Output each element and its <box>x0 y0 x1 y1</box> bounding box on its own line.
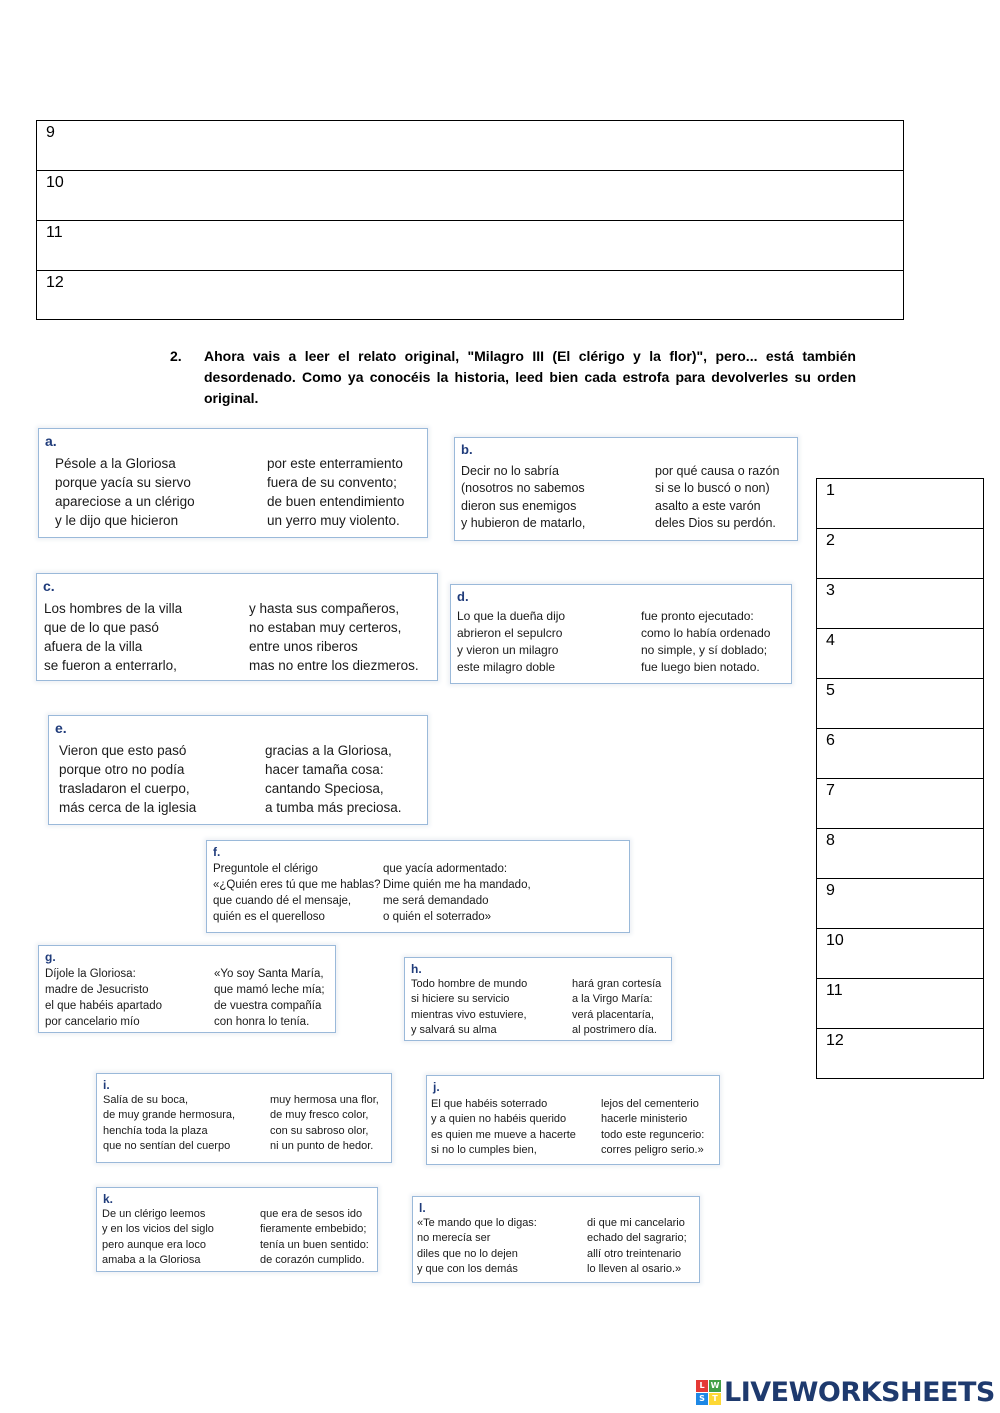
stanza-card[interactable] <box>36 573 438 681</box>
answer-row[interactable] <box>817 879 983 929</box>
answer-row[interactable] <box>817 779 983 829</box>
logo-square: W <box>710 1381 720 1390</box>
verse-first-half: El que habéis soterrado <box>431 1097 548 1110</box>
verse-first-half: «¿Quién eres tú que me hablas? <box>213 878 381 891</box>
verse-first-half: pero aunque era loco <box>102 1238 206 1251</box>
row-number: 4 <box>826 632 835 649</box>
stanza-card[interactable] <box>38 428 428 538</box>
order-answer-table <box>816 478 984 1079</box>
verse-second-half: me será demandado <box>383 894 489 907</box>
row-number: 9 <box>826 882 835 899</box>
verse-second-half: lo lleven al osario.» <box>587 1263 682 1276</box>
stanza-letter: e. <box>55 720 67 736</box>
verse-second-half: ni un punto de hedor. <box>270 1140 374 1153</box>
verse-first-half: que cuando dé el mensaje, <box>213 894 352 907</box>
verse-first-half: y le dijo que hicieron <box>55 513 179 529</box>
verse-second-half: si se lo buscó o non) <box>655 481 770 495</box>
verse-second-half: no estaban muy certeros, <box>249 620 402 636</box>
verse-second-half: y hasta sus compañeros, <box>249 601 400 617</box>
stanza-card[interactable] <box>96 1073 392 1163</box>
verse-first-half: Vieron que esto pasó <box>59 743 187 759</box>
stanza-card[interactable] <box>38 945 336 1033</box>
verse-second-half: al postrimero día. <box>572 1024 657 1037</box>
verse-first-half: dieron sus enemigos <box>461 498 577 513</box>
row-number: 9 <box>46 124 55 141</box>
row-number: 11 <box>826 982 843 999</box>
verse-first-half: madre de Jesucristo <box>45 983 149 996</box>
verse-first-half: Díjole la Gloriosa: <box>45 967 136 980</box>
verse-second-half: hará gran cortesía <box>572 977 662 990</box>
verse-second-half: a tumba más preciosa. <box>265 800 402 816</box>
verse-second-half: tenía un buen sentido: <box>260 1238 369 1251</box>
answer-row[interactable] <box>817 829 983 879</box>
stanza-card[interactable] <box>412 1196 700 1283</box>
verse-second-half: todo este reguncerio: <box>601 1128 705 1141</box>
stanza-letter: l. <box>419 1201 426 1215</box>
verse-first-half: se fueron a enterrarlo, <box>44 658 177 674</box>
row-number: 10 <box>826 932 844 949</box>
verse-second-half: no simple, y sí doblado; <box>641 642 768 657</box>
instruction-text: Ahora vais a leer el relato original, "Milagro III (El clérigo y la flor)", pero... está también desordenado. Como ya conocéis la historia, leed bien cada estrofa para devolverles su orden original. <box>204 348 856 406</box>
row-number: 11 <box>46 224 63 241</box>
verse-second-half: a la Virgo María: <box>572 993 653 1006</box>
row-number: 6 <box>826 732 835 749</box>
row-number: 2 <box>826 532 835 549</box>
row-number: 7 <box>826 782 835 799</box>
verse-first-half: Salía de su boca, <box>103 1093 189 1106</box>
verse-second-half: corres peligro serio.» <box>601 1144 704 1157</box>
verse-second-half: de muy fresco color, <box>270 1109 369 1122</box>
verse-first-half: amaba a la Gloriosa <box>102 1254 201 1267</box>
verse-first-half: y que con los demás <box>417 1263 518 1276</box>
row-number: 12 <box>46 274 64 291</box>
verse-first-half: Lo que la dueña dijo <box>457 608 566 623</box>
verse-first-half: no merecía ser <box>417 1232 491 1245</box>
stanza-card[interactable] <box>48 715 428 825</box>
stanza-letter: g. <box>45 950 56 964</box>
verse-second-half: fue pronto ejecutado: <box>641 608 754 623</box>
verse-second-half: muy hermosa una flor, <box>270 1093 379 1106</box>
stanza-card[interactable] <box>454 437 798 541</box>
stanza-card[interactable] <box>96 1187 378 1272</box>
stanza-card[interactable] <box>426 1075 720 1165</box>
verse-second-half: deles Dios su perdón. <box>655 516 776 530</box>
verse-first-half: Pésole a la Gloriosa <box>55 456 176 472</box>
verse-first-half: mientras vivo estuviere, <box>411 1008 527 1021</box>
row-number: 1 <box>826 482 835 499</box>
verse-first-half: Los hombres de la villa <box>44 601 183 617</box>
verse-first-half: porque yacía su siervo <box>55 475 191 491</box>
verse-second-half: allí otro treintenario <box>587 1247 682 1260</box>
answer-row[interactable] <box>817 729 983 779</box>
row-number: 12 <box>826 1032 844 1049</box>
row-number: 10 <box>46 174 64 191</box>
instruction-number: 2. <box>170 348 182 364</box>
verse-first-half: Todo hombre de mundo <box>411 977 528 990</box>
stanza-letter: c. <box>43 578 55 594</box>
verse-second-half: como lo había ordenado <box>641 625 771 640</box>
verse-second-half: que mamó leche mía; <box>214 983 325 996</box>
verse-second-half: con su sabroso olor, <box>270 1124 369 1137</box>
verse-first-half: y en los vicios del siglo <box>102 1223 214 1236</box>
logo-square: T <box>709 1393 721 1405</box>
answer-row[interactable] <box>817 579 983 629</box>
table-row[interactable] <box>37 171 903 221</box>
verse-first-half: (nosotros no sabemos <box>461 481 585 495</box>
stanza-letter: h. <box>411 962 422 976</box>
verse-first-half: y salvará su alma <box>411 1024 497 1037</box>
verse-second-half: de vuestra compañía <box>214 999 322 1012</box>
verse-first-half: y hubieron de matarlo, <box>461 516 586 530</box>
verse-second-half: verá placentaría, <box>572 1008 654 1021</box>
verse-second-half: cantando Speciosa, <box>265 781 384 797</box>
verse-second-half: por este enterramiento <box>267 456 403 472</box>
verse-second-half: por qué causa o razón <box>655 463 780 478</box>
verse-second-half: Dime quién me ha mandado, <box>383 878 531 891</box>
verse-first-half: De un clérigo leemos <box>102 1207 206 1220</box>
verse-first-half: este milagro doble <box>457 659 556 674</box>
verse-first-half: abrieron el sepulcro <box>457 625 563 640</box>
verse-first-half: si no lo cumples bien, <box>431 1144 537 1157</box>
stanza-letter: k. <box>103 1192 114 1206</box>
answer-row[interactable] <box>817 929 983 979</box>
stanza-letter: j. <box>433 1080 440 1094</box>
answer-row[interactable] <box>817 479 983 529</box>
verse-first-half: trasladaron el cuerpo, <box>59 781 190 797</box>
verse-first-half: quién es el querelloso <box>213 910 325 923</box>
stanza-card[interactable] <box>404 957 672 1041</box>
logo-square: S <box>696 1393 708 1405</box>
row-number: 3 <box>826 582 835 599</box>
verse-first-half: henchía toda la plaza <box>103 1124 208 1137</box>
verse-second-half: di que mi cancelario <box>587 1216 685 1229</box>
verse-second-half: fue luego bien notado. <box>641 659 760 674</box>
verse-first-half: que no sentían del cuerpo <box>103 1140 231 1153</box>
verse-first-half: el que habéis apartado <box>45 999 163 1012</box>
verse-second-half: un yerro muy violento. <box>267 513 400 529</box>
verse-second-half: fieramente embebido; <box>260 1223 367 1236</box>
answer-row[interactable] <box>817 529 983 579</box>
stanza-letter: a. <box>45 433 57 449</box>
verse-second-half: con honra lo tenía. <box>214 1015 310 1028</box>
verse-first-half: afuera de la villa <box>44 639 143 655</box>
verse-first-half: si hiciere su servicio <box>411 993 510 1006</box>
verse-second-half: lejos del cementerio <box>601 1097 699 1110</box>
top-answer-table <box>36 120 904 320</box>
verse-first-half: de muy grande hermosura, <box>103 1109 236 1122</box>
verse-second-half: que era de sesos ido <box>260 1207 363 1220</box>
verse-first-half: porque otro no podía <box>59 762 185 778</box>
liveworksheets-watermark <box>696 1377 995 1408</box>
verse-first-half: Preguntole el clérigo <box>213 862 318 875</box>
verse-second-half: fuera de su convento; <box>267 475 397 491</box>
stanza-letter: f. <box>213 845 221 859</box>
stanza-letter: d. <box>457 589 469 604</box>
verse-second-half: «Yo soy Santa María, <box>214 967 324 980</box>
verse-first-half: por cancelario mío <box>45 1015 140 1028</box>
answer-row[interactable] <box>817 979 983 1029</box>
verse-second-half: de buen entendimiento <box>267 494 405 510</box>
verse-first-half: más cerca de la iglesia <box>59 800 197 816</box>
verse-second-half: hacerle ministerio <box>601 1113 688 1126</box>
verse-first-half: Decir no lo sabría <box>461 463 559 478</box>
verse-first-half: «Te mando que lo digas: <box>417 1216 537 1229</box>
verse-first-half: y vieron un milagro <box>457 642 559 657</box>
liveworksheets-logo-icon <box>696 1380 722 1406</box>
verse-first-half: y a quien no habéis querido <box>431 1113 567 1126</box>
verse-first-half: diles que no lo dejen <box>417 1247 518 1260</box>
verse-second-half: mas no entre los diezmeros. <box>249 658 419 674</box>
verse-second-half: asalto a este varón <box>655 498 761 513</box>
watermark-text: LIVEWORKSHEETS <box>724 1377 995 1408</box>
answer-row[interactable] <box>817 1029 983 1079</box>
answer-row[interactable] <box>817 679 983 729</box>
stanza-letter: b. <box>461 442 473 457</box>
row-number: 8 <box>826 832 835 849</box>
verse-second-half: que yacía adormentado: <box>383 862 508 875</box>
verse-second-half: hacer tamaña cosa: <box>265 762 384 778</box>
stanza-letter: i. <box>103 1078 110 1092</box>
row-number: 5 <box>826 682 835 699</box>
stanza-card[interactable] <box>206 840 630 933</box>
table-row[interactable] <box>37 121 903 171</box>
verse-second-half: echado del sagrario; <box>587 1232 687 1245</box>
table-row[interactable] <box>37 221 903 271</box>
instruction-paragraph <box>170 346 856 409</box>
verse-first-half: es quien me mueve a hacerte <box>431 1128 576 1141</box>
verse-second-half: o quién el soterrado» <box>383 910 492 923</box>
answer-row[interactable] <box>817 629 983 679</box>
verse-second-half: entre unos riberos <box>249 639 358 655</box>
stanza-card[interactable] <box>450 584 792 684</box>
verse-second-half: gracias a la Gloriosa, <box>265 743 392 759</box>
table-row[interactable] <box>37 271 903 321</box>
verse-first-half: apareciose a un clérigo <box>55 494 195 510</box>
verse-second-half: de corazón cumplido. <box>260 1254 365 1267</box>
logo-square: L <box>696 1380 708 1392</box>
verse-first-half: que de lo que pasó <box>44 620 159 636</box>
